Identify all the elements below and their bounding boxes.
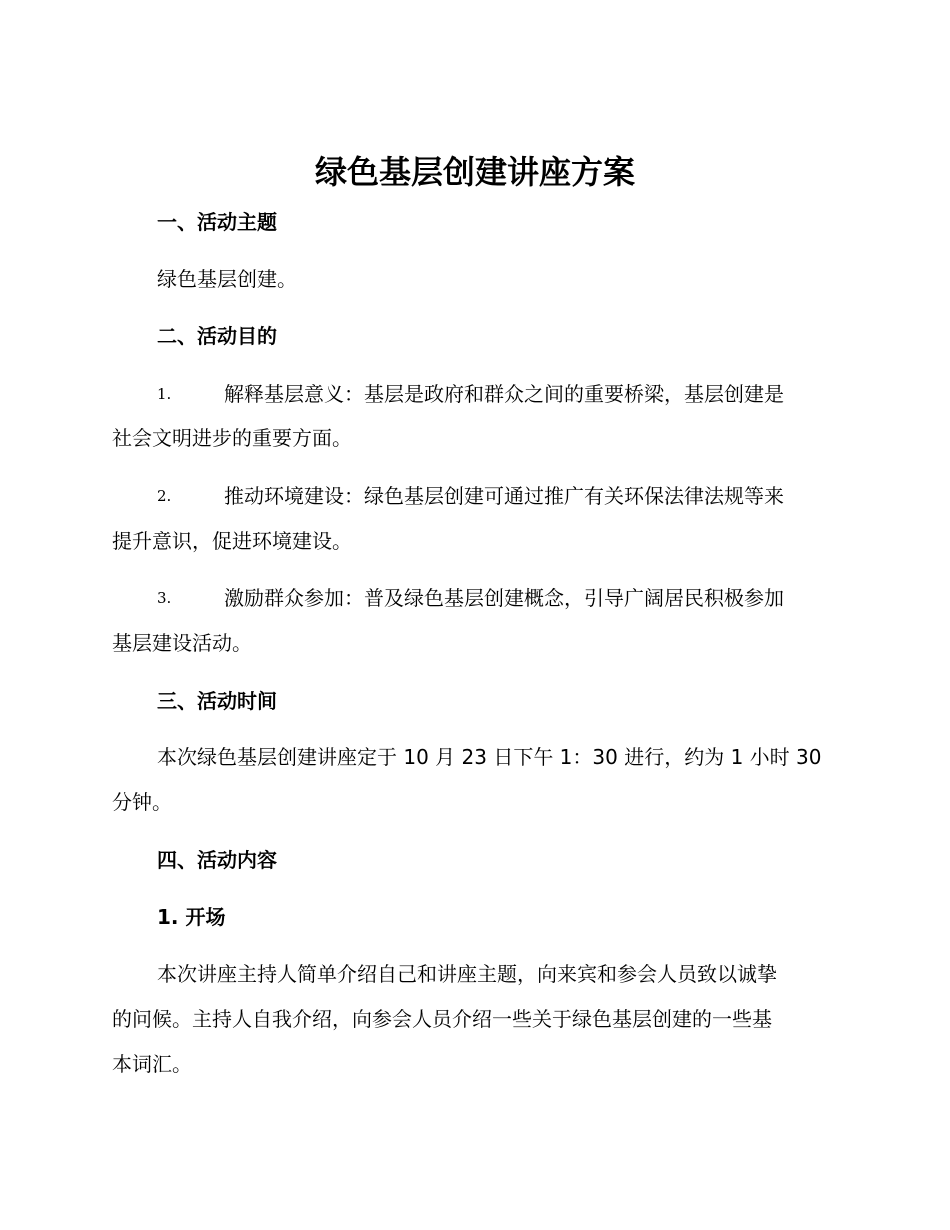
list-item-text: 推动环境建设：绿色基层创建可通过推广有关环保法律法规等来 <box>224 484 784 508</box>
list-item-number: 1. <box>157 385 172 403</box>
paragraph-opening-continued: 本词汇。 <box>112 1052 192 1076</box>
section-heading-theme: 一、活动主题 <box>157 210 277 234</box>
section-body-time: 本次绿色基层创建讲座定于 10 月 23 日下午 1：30 进行，约为 1 小时 30 <box>157 745 822 769</box>
section-body-time-continued: 分钟。 <box>112 790 172 814</box>
section-heading-content: 四、活动内容 <box>157 848 277 872</box>
section-heading-time: 三、活动时间 <box>157 689 277 713</box>
section-body-theme: 绿色基层创建。 <box>157 267 297 291</box>
list-item-text: 激励群众参加：普及绿色基层创建概念，引导广阔居民积极参加 <box>224 586 784 610</box>
list-item-text: 解释基层意义：基层是政府和群众之间的重要桥梁，基层创建是 <box>224 382 784 406</box>
section-heading-purpose: 二、活动目的 <box>157 324 277 348</box>
document-title: 绿色基层创建讲座方案 <box>314 153 635 191</box>
list-item-text-continued: 社会文明进步的重要方面。 <box>112 426 352 450</box>
list-item-number: 2. <box>157 487 172 505</box>
subheading-opening: 1. 开场 <box>157 905 226 929</box>
paragraph-opening-continued: 的问候。主持人自我介绍，向参会人员介绍一些关于绿色基层创建的一些基 <box>112 1007 772 1031</box>
list-item-text-continued: 提升意识，促进环境建设。 <box>112 529 352 553</box>
list-item-text-continued: 基层建设活动。 <box>112 631 252 655</box>
paragraph-opening: 本次讲座主持人简单介绍自己和讲座主题，向来宾和参会人员致以诚挚 <box>157 962 777 986</box>
list-item-number: 3. <box>157 589 172 607</box>
